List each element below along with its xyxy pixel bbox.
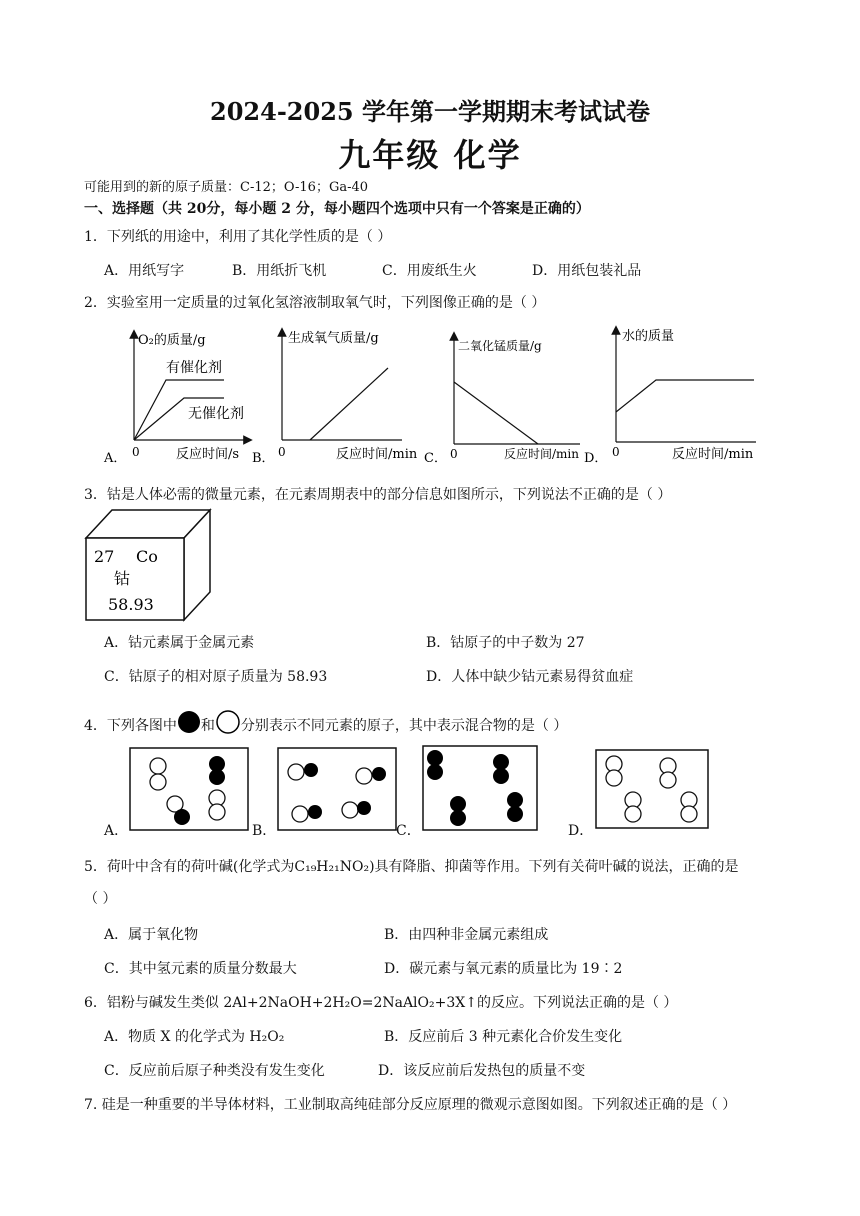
graph-a-origin: 0 — [132, 445, 140, 459]
q6-option-d: D．该反应前后发热包的质量不变 — [378, 1063, 586, 1079]
q4-stem-part3: 分别表示不同元素的原子，其中表示混合物的是（ ） — [240, 718, 568, 734]
graph-a-ylabel: O₂的质量/g — [138, 333, 206, 348]
graph-d-xlabel: 反应时间/min — [672, 447, 754, 462]
box-a — [130, 748, 248, 830]
box-b — [278, 748, 396, 830]
graph-b-ylabel: 生成氧气质量/g — [288, 331, 379, 346]
graph-d-origin: 0 — [612, 445, 620, 459]
q4-option-b: B． — [252, 823, 277, 839]
cell-symbol: Co — [136, 547, 158, 566]
q5-option-a: A．属于氧化物 — [104, 927, 199, 943]
q3-option-d: D．人体中缺少钴元素易得贫血症 — [426, 669, 634, 685]
q4-option-c: C． — [396, 823, 421, 839]
q4-stem-part1: 4．下列各图中 — [84, 718, 177, 734]
cell-mass: 58.93 — [108, 595, 154, 614]
graph-a-curve1: 有催化剂 — [166, 360, 222, 376]
graph-c-ylabel: 二氧化锰质量/g — [458, 339, 542, 353]
q3-option-a: A．钴元素属于金属元素 — [104, 635, 255, 651]
q4-stem — [84, 710, 567, 735]
graph-d — [584, 328, 756, 466]
graph-c-option: C． — [424, 451, 447, 466]
atomic-masses-note: 可能用到的新的原子质量：C-12；O-16；Ga-40 — [84, 180, 369, 195]
q6-option-c: C．反应前后原子种类没有发生变化 — [104, 1063, 325, 1079]
graph-c — [424, 336, 580, 466]
q6-option-b: B．反应前后 3 种元素化合价发生变化 — [384, 1029, 623, 1045]
q7-stem: 7. 硅是一种重要的半导体材料，工业制取高纯硅部分反应原理的微观示意图如图。下列叙述正确的是（ ） — [84, 1097, 737, 1113]
graph-b-origin: 0 — [278, 445, 286, 459]
q1-option-c: C．用废纸生火 — [382, 263, 477, 279]
q5-option-c: C．其中氢元素的质量分数最大 — [104, 961, 297, 977]
box-d — [596, 750, 708, 828]
q5-option-d: D．碳元素与氧元素的质量比为 19∶2 — [384, 961, 623, 977]
q6-option-a: A．物质 X 的化学式为 H₂O₂ — [104, 1029, 285, 1045]
graph-d-ylabel: 水的质量 — [622, 329, 675, 344]
section-heading: 一、选择题（共 20分，每小题 2 分，每小题四个选项中只有一个答案是正确的） — [84, 201, 590, 217]
graph-b-xlabel: 反应时间/min — [336, 447, 418, 462]
filled-atom-icon — [177, 710, 201, 734]
q4-option-d: D． — [568, 823, 594, 839]
q4-diagrams — [100, 744, 780, 840]
hollow-atom-icon — [215, 710, 241, 734]
exam-subtitle: 九年级 化学 — [338, 136, 522, 174]
periodic-cell — [84, 508, 214, 622]
cell-number: 27 — [94, 547, 115, 566]
graph-c-origin: 0 — [450, 447, 458, 461]
q6-stem: 6．铝粉与碱发生类似 2Al+2NaOH+2H₂O=2NaAlO₂+3X↑的反应。下列说法正确的是（ ） — [84, 995, 678, 1011]
graph-a-xlabel: 反应时间/s — [176, 447, 240, 462]
q1-option-a: A．用纸写字 — [104, 263, 185, 279]
box-c — [423, 746, 537, 830]
q3-option-c: C．钴原子的相对原子质量为 58.93 — [104, 669, 328, 685]
graph-a-option: A． — [104, 451, 127, 466]
graph-c-xlabel: 反应时间/min — [504, 447, 579, 461]
q5-paren: （ ） — [84, 891, 117, 907]
graph-b — [252, 330, 418, 466]
q4-option-a: A． — [104, 823, 129, 839]
graph-a — [103, 333, 248, 466]
graph-b-option: B． — [252, 451, 275, 466]
q1-option-b: B．用纸折飞机 — [232, 263, 327, 279]
q4-stem-part2: 和 — [200, 718, 215, 734]
exam-title: 2024-2025 学年第一学期期末考试试卷 — [210, 97, 650, 126]
cell-name: 钴 — [114, 569, 131, 588]
q1-option-d: D．用纸包装礼品 — [532, 263, 642, 279]
graph-d-option: D． — [584, 451, 608, 466]
q2-stem: 2．实验室用一定质量的过氧化氢溶液制取氧气时，下列图像正确的是（ ） — [84, 295, 546, 311]
q1-stem: 1．下列纸的用途中，利用了其化学性质的是（ ） — [84, 229, 392, 245]
q2-graphs — [96, 324, 776, 470]
q5-stem: 5．荷叶中含有的荷叶碱(化学式为C₁₉H₂₁NO₂)具有降脂、抑菌等作用。下列有关荷叶碱的说法，正确的是 — [84, 859, 739, 875]
q3-option-b: B．钴原子的中子数为 27 — [426, 635, 585, 651]
q3-stem: 3．钴是人体必需的微量元素，在元素周期表中的部分信息如图所示，下列说法不正确的是（ ） — [84, 487, 672, 503]
graph-a-curve2: 无催化剂 — [188, 406, 244, 422]
q5-option-b: B．由四种非金属元素组成 — [384, 927, 549, 943]
